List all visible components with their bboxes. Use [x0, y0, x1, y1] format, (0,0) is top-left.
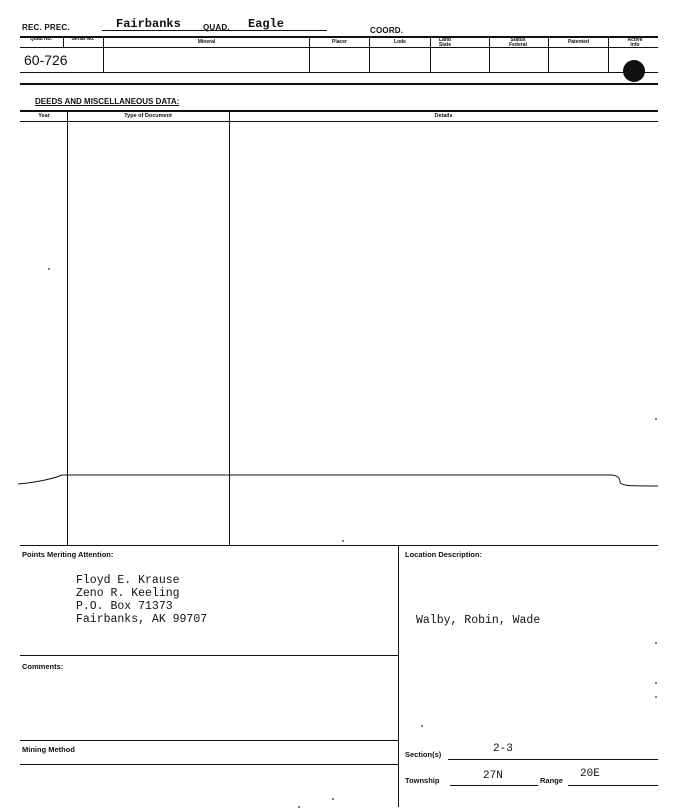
- points-line-4: Fairbanks, AK 99707: [76, 613, 208, 626]
- col-placer: Placer: [331, 39, 347, 45]
- col-active-info: Active Info: [627, 37, 643, 48]
- section-underline: [448, 759, 658, 760]
- deeds-col-year: Year: [38, 113, 50, 119]
- comments-label: Comments:: [22, 662, 64, 671]
- scan-speck: [332, 798, 334, 800]
- deeds-title: DEEDS AND MISCELLANEOUS DATA:: [35, 97, 180, 106]
- col-lode: Lode: [394, 39, 406, 45]
- col-status-federal: Status Federal: [509, 37, 527, 48]
- points-line-3: P.O. Box 71373: [76, 600, 173, 613]
- record-section-bottom-rule: [20, 83, 658, 85]
- mining-bottom-rule: [20, 764, 398, 765]
- scan-speck: [655, 418, 657, 420]
- deeds-header-top-rule: [20, 110, 658, 112]
- range-value: 20E: [580, 768, 600, 780]
- township-value: 27N: [483, 770, 503, 782]
- quad-value: Eagle: [248, 17, 285, 31]
- location-label: Location Description:: [405, 550, 483, 559]
- scan-speck: [48, 268, 50, 270]
- column-header-top-rule: [20, 36, 658, 38]
- scan-speck: [421, 725, 423, 727]
- points-line-1: Floyd E. Krause: [76, 574, 180, 587]
- col-land-state: Land State: [438, 37, 452, 48]
- deeds-col-type: Type of Document: [124, 113, 172, 119]
- record-row-bottom-rule: [20, 72, 658, 73]
- column-header-bottom-rule: [20, 47, 658, 48]
- record-quad-no: 60-726: [24, 52, 68, 68]
- scan-speck: [655, 696, 657, 698]
- deeds-col-details: Details: [434, 113, 453, 119]
- section-value: 2-3: [493, 743, 513, 755]
- location-value: Walby, Robin, Wade: [416, 614, 541, 627]
- lower-center-divider: [398, 545, 399, 807]
- township-label: Township: [405, 776, 440, 785]
- scan-speck: [298, 806, 300, 808]
- col-serial-no: Serial No.: [71, 36, 95, 42]
- mining-label: Mining Method: [22, 745, 75, 754]
- quad-label: QUAD.: [203, 23, 230, 32]
- rec-prec-value: Fairbanks: [116, 17, 181, 31]
- scan-speck: [342, 540, 344, 542]
- points-line-2: Zeno R. Keeling: [76, 587, 180, 600]
- deeds-header-bottom-rule: [20, 121, 658, 122]
- punch-hole-mark: [623, 60, 645, 82]
- scan-speck: [655, 642, 657, 644]
- header-top-rule: [102, 30, 327, 31]
- section-label: Section(s): [405, 750, 442, 759]
- col-quad-no: Quad No.: [29, 36, 53, 42]
- points-label: Points Meriting Attention:: [22, 550, 114, 559]
- range-label: Range: [540, 776, 563, 785]
- col-divider-8: [608, 37, 609, 72]
- coord-label: COORD.: [370, 26, 404, 35]
- township-underline: [450, 785, 538, 786]
- col-divider-5: [430, 37, 431, 72]
- rec-prec-label: REC. PREC.: [22, 23, 70, 32]
- mining-top-rule: [20, 740, 398, 741]
- col-mineral: Mineral: [197, 39, 216, 45]
- fold-line: [0, 466, 678, 496]
- scan-speck: [655, 682, 657, 684]
- col-divider-6: [489, 37, 490, 72]
- range-underline: [568, 785, 658, 786]
- deeds-bottom-rule: [20, 545, 658, 546]
- comments-top-rule: [20, 655, 398, 656]
- col-patented: Patented: [567, 39, 590, 45]
